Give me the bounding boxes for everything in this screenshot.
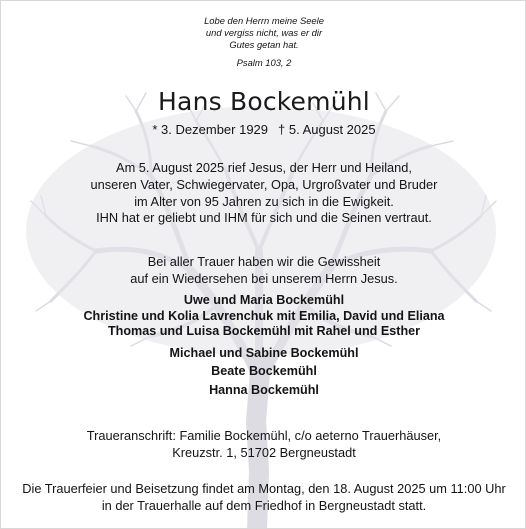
birth-date: * 3. Dezember 1929	[152, 122, 269, 137]
life-dates	[1, 122, 526, 137]
service-line: Die Trauerfeier und Beisetzung findet am Montag, den 18. August 2025 um 11:00 Uhr	[22, 481, 506, 496]
bible-verse	[1, 15, 526, 69]
address-line: Traueranschrift: Familie Bockemühl, c/o aeterno Trauerhäuser,	[86, 428, 442, 443]
faith-statement: IHN hat er geliebt und IHM für sich und die Seinen vertraut.	[96, 210, 432, 225]
hope-line: auf ein Wiedersehen bei unserem Herrn Jesus.	[130, 271, 398, 286]
mourners-group-1	[1, 293, 526, 340]
announcement-line: Am 5. August 2025 rief Jesus, der Herr und Heiland,	[116, 160, 412, 175]
mourning-address	[1, 427, 526, 461]
hope-text	[1, 253, 526, 287]
verse-line: Gutes getan hat.	[229, 39, 299, 50]
hope-line: Bei aller Trauer haben wir die Gewissheit	[147, 254, 381, 269]
mourner-entry: Thomas und Luisa Bockemühl mit Rahel und Esther	[107, 324, 421, 338]
mourner-entry: Michael und Sabine Bockemühl	[169, 346, 359, 360]
funeral-service-info	[1, 480, 526, 514]
verse-reference: Psalm 103, 2	[236, 57, 292, 68]
verse-line: und vergiss nicht, was er dir	[205, 27, 323, 38]
announcement-line: im Alter von 95 Jahren zu sich in die Ewigkeit.	[134, 194, 394, 209]
verse-line: Lobe den Herrn meine Seele	[204, 15, 324, 26]
address-line: Kreuzstr. 1, 51702 Bergneustadt	[172, 445, 356, 460]
announcement-line: unseren Vater, Schwiegervater, Opa, Urgroßvater und Bruder	[90, 177, 438, 192]
service-line: in der Trauerhalle auf dem Friedhof in Bergneustadt statt.	[101, 498, 427, 513]
mourner-entry: Christine und Kolia Lavrenchuk mit Emilia, David und Eliana	[83, 308, 445, 323]
deceased-name: Hans Bockemühl	[158, 87, 370, 116]
notice-text	[1, 1, 526, 529]
death-date: † 5. August 2025	[278, 122, 376, 137]
mourner-entry: Uwe und Maria Bockemühl	[183, 293, 345, 307]
mourner-entry: Beate Bockemühl	[211, 364, 317, 378]
mourner-entry: Hanna Bockemühl	[209, 383, 319, 397]
announcement-text	[1, 159, 526, 210]
